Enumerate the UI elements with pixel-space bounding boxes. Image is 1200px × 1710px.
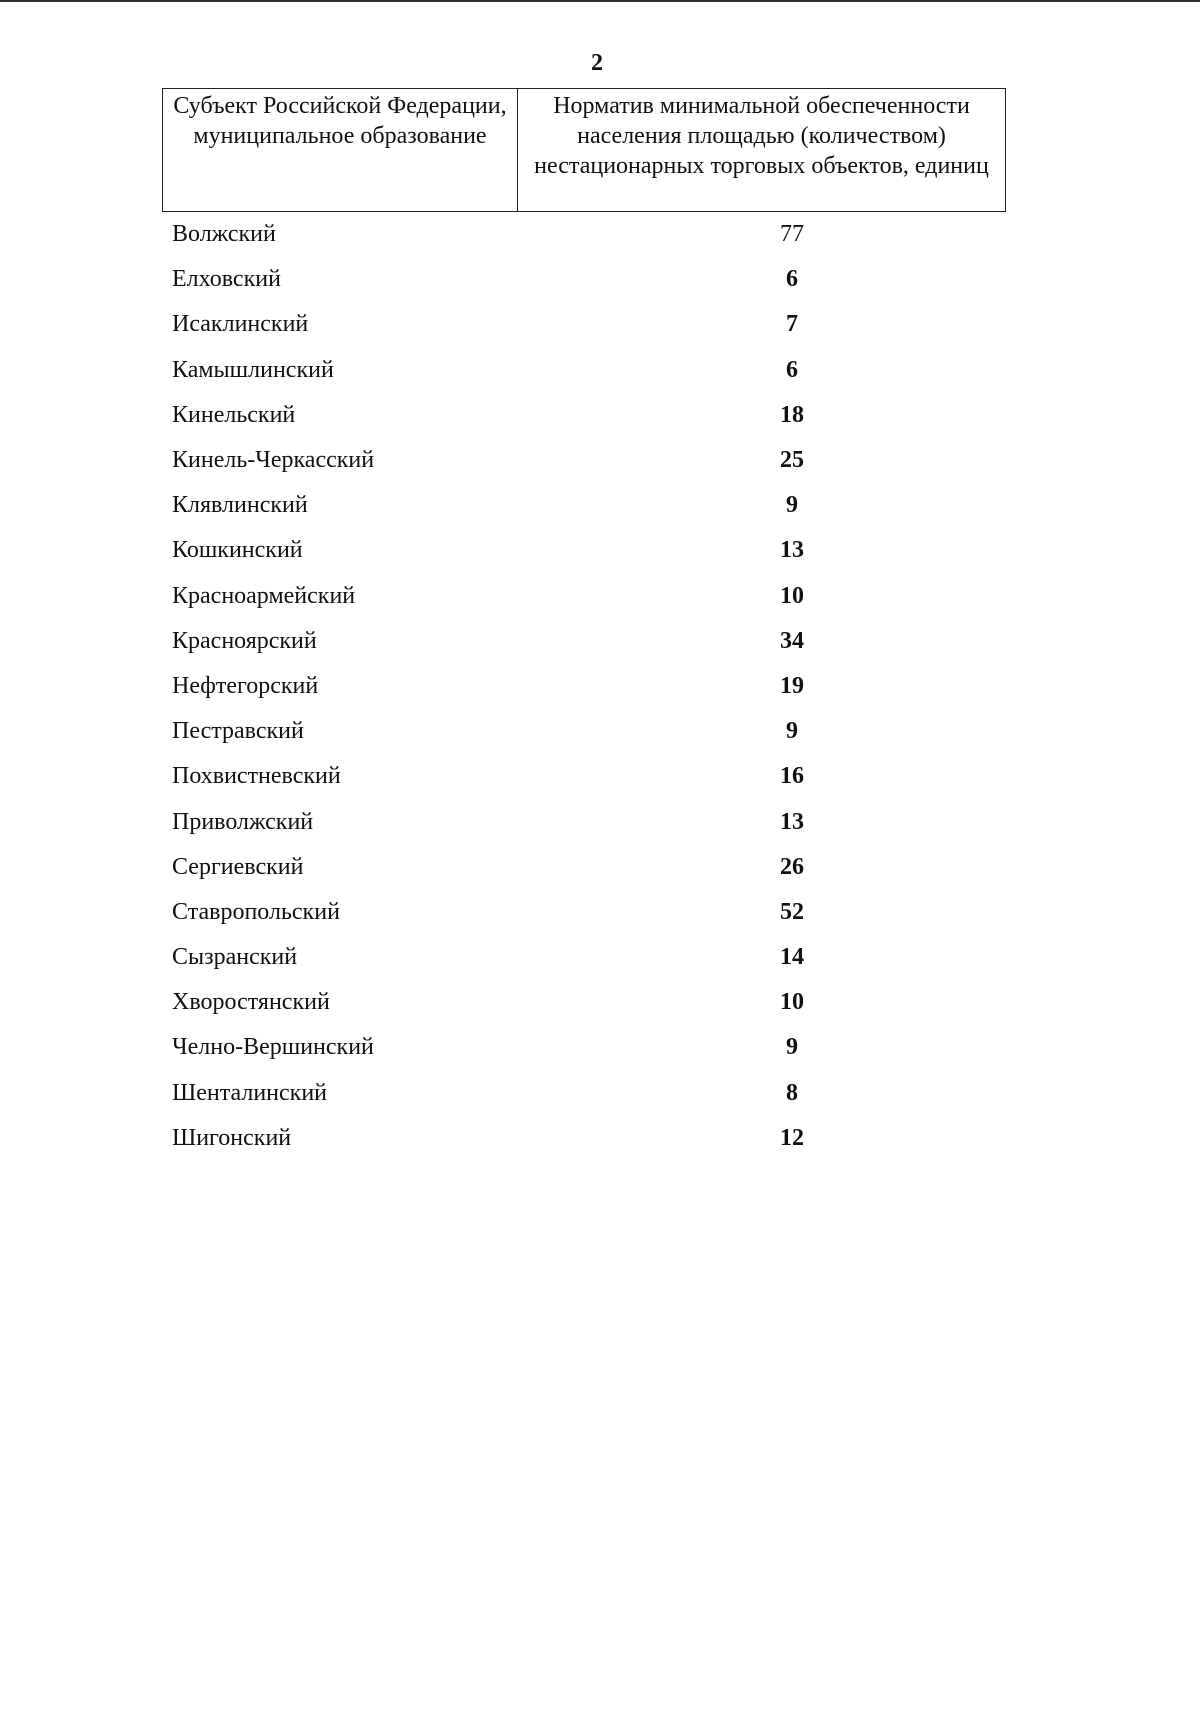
table-row <box>162 302 1006 347</box>
table-row <box>162 257 1006 302</box>
norm-value: 9 <box>786 718 798 745</box>
table-row <box>162 393 1006 438</box>
norm-value: 77 <box>780 221 804 248</box>
municipality-name: Красноярский <box>172 627 317 654</box>
norm-value: 25 <box>780 447 804 474</box>
municipality-name: Челно-Вершинский <box>172 1034 374 1061</box>
norm-value: 9 <box>786 1034 798 1061</box>
municipality-name: Сызранский <box>172 944 298 971</box>
table-row <box>162 438 1006 483</box>
norm-value: 19 <box>780 672 804 699</box>
table-row <box>162 799 1006 844</box>
norm-value: 52 <box>780 898 804 925</box>
municipality-name: Ставропольский <box>172 898 340 925</box>
norm-value: 13 <box>780 537 804 564</box>
municipality-name: Шенталинский <box>172 1079 328 1106</box>
norm-value: 18 <box>780 401 804 428</box>
table-body <box>162 212 1006 1161</box>
norm-value: 14 <box>780 944 804 971</box>
norm-value: 6 <box>786 266 798 293</box>
norm-value: 16 <box>780 763 804 790</box>
municipality-name: Кинельский <box>172 401 296 428</box>
municipality-name: Сергиевский <box>172 853 304 880</box>
table-row <box>162 1116 1006 1161</box>
table-row <box>162 845 1006 890</box>
table-row <box>162 664 1006 709</box>
norm-value: 34 <box>780 627 804 654</box>
municipality-name: Кинель-Черкасский <box>172 447 375 474</box>
norm-value: 9 <box>786 492 798 519</box>
table-row <box>162 348 1006 393</box>
norm-value: 26 <box>780 853 804 880</box>
table-row <box>162 574 1006 619</box>
municipality-name: Хворостянский <box>172 989 330 1016</box>
norm-value: 12 <box>780 1124 804 1151</box>
page-number: 2 <box>591 50 603 76</box>
norm-value: 10 <box>780 989 804 1016</box>
table-row <box>162 980 1006 1025</box>
table-row <box>162 1025 1006 1070</box>
table-header <box>162 88 1006 212</box>
table-row <box>162 619 1006 664</box>
table-row <box>162 709 1006 754</box>
table-row <box>162 754 1006 799</box>
municipality-name: Исаклинский <box>172 311 309 338</box>
norm-value: 7 <box>786 311 798 338</box>
municipality-name: Клявлинский <box>172 492 308 519</box>
norm-value: 6 <box>786 356 798 383</box>
municipality-name: Шигонский <box>172 1124 292 1151</box>
table-row <box>162 483 1006 528</box>
municipality-name: Пестравский <box>172 718 304 745</box>
norm-value: 10 <box>780 582 804 609</box>
header-norm: Норматив минимальной обеспеченности населения площадью (количеством) нестационарных торговых объектов, единиц <box>534 93 989 179</box>
table-row <box>162 890 1006 935</box>
table-row <box>162 1071 1006 1116</box>
municipality-name: Похвистневский <box>172 763 341 790</box>
municipality-name: Волжский <box>172 221 276 248</box>
municipality-name: Елховский <box>172 266 281 293</box>
municipality-name: Камышлинский <box>172 356 334 383</box>
norm-value: 8 <box>786 1079 798 1106</box>
municipality-name: Кошкинский <box>172 537 303 564</box>
scan-edge-line <box>0 0 1200 2</box>
table-row <box>162 212 1006 257</box>
norm-value: 13 <box>780 808 804 835</box>
table-row <box>162 935 1006 980</box>
municipality-name: Красноармейский <box>172 582 356 609</box>
municipality-name: Нефтегорский <box>172 672 319 699</box>
table-row <box>162 528 1006 573</box>
header-municipality: Субъект Российской Федерации, муниципальное образование <box>163 89 518 211</box>
municipality-name: Приволжский <box>172 808 314 835</box>
